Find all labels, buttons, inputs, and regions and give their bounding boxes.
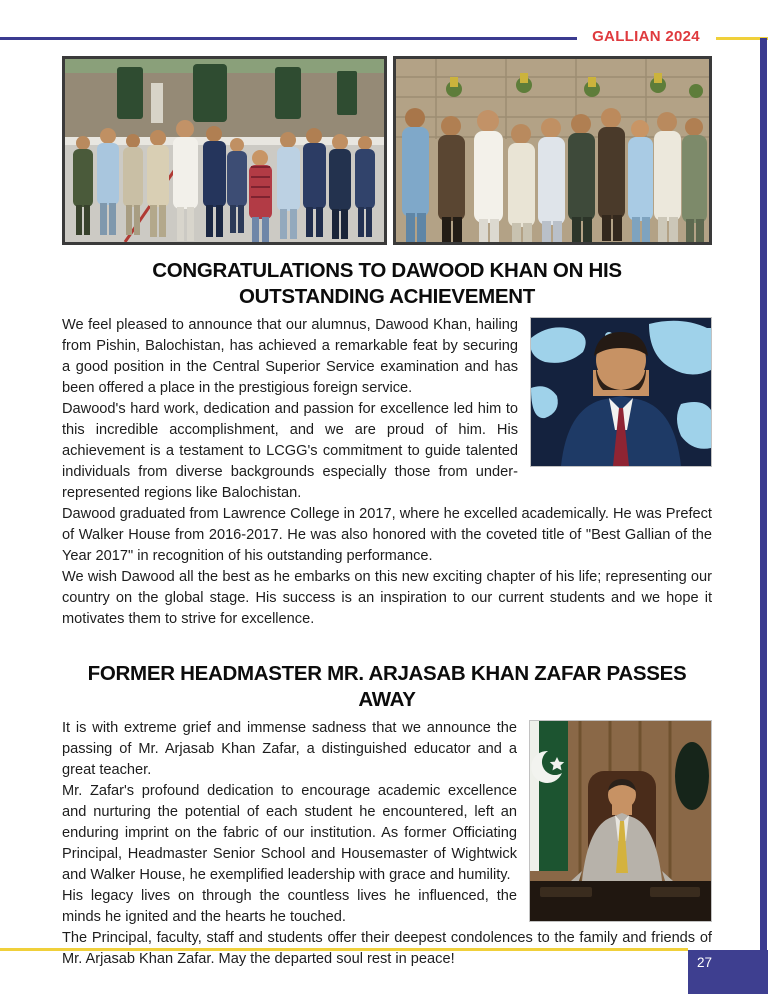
article-1-paragraph: Dawood graduated from Lawrence College in 2017, where he excelled academically. He was Prefect of Walker House from 2016-2017. He was also honored with the coveted title of "Best Gallian of the Year 2017" in recognition of his outstanding performance. [62,506,712,564]
article-1-paragraph: We wish Dawood all the best as he embarks on this new exciting chapter of his life; representing our country on the global stage. His success is an inspiration to our current students and we hope it motivates them to strive for excellence. [62,569,712,627]
article-1-paragraph: We feel pleased to announce that our alumnus, Dawood Khan, hailing from Pishin, Balochistan, has achieved a remarkable feat by securing a good position in the Central Superior Service examination and has been offered a place in the prestigious foreign service. [62,317,518,396]
article-1-paragraph: Dawood's hard work, dedication and passion for excellence led him to this incredible accomplishment, and we are proud of him. His achievement is a testament to LCGG's commitment to guide talented individuals from diverse backgrounds especially those from under-represented regions like Balochistan. [62,401,518,501]
students-group-photo-left-art [65,59,384,242]
dawood-khan-photo [530,317,712,467]
article-2-paragraph: His legacy lives on through the countless lives he influenced, the minds he ignited and the hearts he touched. [62,888,517,925]
article-2-paragraph: The Principal, faculty, staff and students offer their deepest condolences to the family and friends of Mr. Arjasab Khan Zafar. May the departed soul rest in peace! [62,930,712,967]
dawood-khan-photo-art [531,318,711,466]
article-2-paragraph: It is with extreme grief and immense sadness that we announce the passing of Mr. Arjasab Khan Zafar, a distinguished educator and a great teacher. [62,720,517,778]
header-rule-navy [0,37,577,40]
students-group-photo-right-art [396,59,709,242]
article-2-paragraph: Mr. Zafar's profound dedication to encourage academic excellence and nurturing the potential of each student he encountered, left an enduring imprint on the fabric of our institution. As former Officiating Principal, Headmaster Senior School and Housemaster of Wightwick and Walker House, he exemplified leadership with grace and humility. [62,783,517,883]
article-1-body [62,315,712,630]
footer-rule-yellow [0,948,688,951]
article-1-heading: CONGRATULATIONS TO DAWOOD KHAN ON HIS OUTSTANDING ACHIEVEMENT [152,259,622,308]
page-content [62,56,712,970]
page-number: 27 [697,955,713,970]
students-group-photo-right [393,56,712,245]
page-edge-bar [760,38,767,950]
page-number-box [688,950,768,994]
article-2-heading: FORMER HEADMASTER MR. ARJASAB KHAN ZAFAR PASSES AWAY [87,662,687,711]
students-group-photo-left [62,56,387,245]
magazine-title: GALLIAN 2024 [592,28,700,45]
arjasab-khan-zafar-photo [529,720,712,922]
arjasab-khan-zafar-photo-art [530,721,711,921]
article-2-body [62,718,712,970]
photo-row [62,56,712,245]
